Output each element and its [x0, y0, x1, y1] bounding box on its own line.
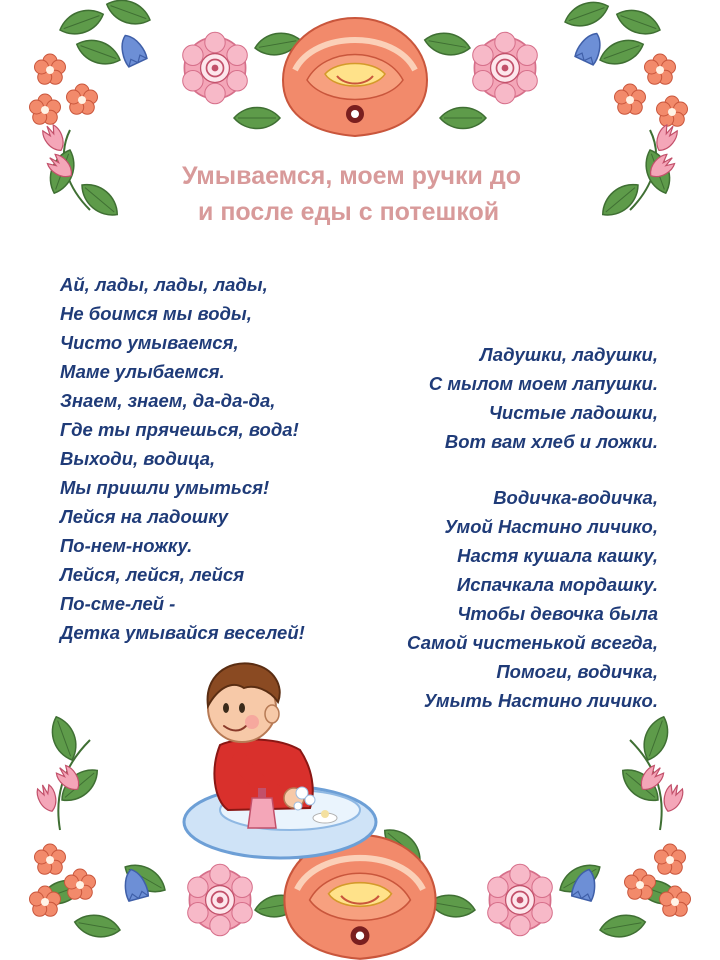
title-line-2: и после еды с потешкой — [198, 198, 500, 226]
boy-washing-hands-illustration — [180, 650, 380, 865]
poem-line: Ай, лады, лады, лады, — [60, 274, 268, 295]
poem-line: Водичка-водичка, — [493, 487, 658, 508]
top-border — [30, 0, 688, 136]
poem-left — [60, 270, 305, 647]
poem-line: Выходи, водица, — [60, 448, 216, 469]
poem-line: Маме улыбаемся. — [60, 361, 225, 382]
poem-right-ladushki — [429, 340, 658, 456]
poem-line: С мылом моем лапушки. — [428, 373, 658, 394]
poem-line: Умыть Настино личико. — [423, 690, 658, 711]
poem-line: Испачкала мордашку. — [456, 574, 658, 595]
poem-line: Знаем, знаем, да-да-да, — [60, 390, 276, 411]
poem-line: Чтобы девочка была — [457, 603, 658, 624]
poem-line: Настя кушала кашку, — [457, 545, 658, 566]
page-title — [150, 158, 610, 230]
poem-line: Самой чистенькой всегда, — [406, 632, 658, 653]
poem-right-vodichka — [407, 483, 658, 715]
poem-line: Мы пришли умыться! — [60, 477, 270, 498]
poem-line: По-сме-лей - — [60, 593, 176, 614]
poem-line: Ладушки, ладушки, — [479, 344, 658, 365]
poem-line: Детка умывайся веселей! — [60, 622, 305, 643]
title-line-1: Умываемся, моем ручки до — [182, 162, 521, 190]
poem-line: Умой Настино личико, — [444, 516, 658, 537]
poem-line: По-нем-ножку. — [60, 535, 193, 556]
poem-line: Лейся на ладошку — [60, 506, 229, 527]
poem-line: Чисто умываемся, — [60, 332, 239, 353]
poem-line: Лейся, лейся, лейся — [60, 564, 245, 585]
poem-line: Помоги, водичка, — [496, 661, 658, 682]
poem-line: Не боимся мы воды, — [60, 303, 252, 324]
poem-line: Чистые ладошки, — [488, 402, 658, 423]
poem-line: Где ты прячешься, вода! — [60, 419, 299, 440]
poem-line: Вот вам хлеб и ложки. — [444, 431, 658, 452]
